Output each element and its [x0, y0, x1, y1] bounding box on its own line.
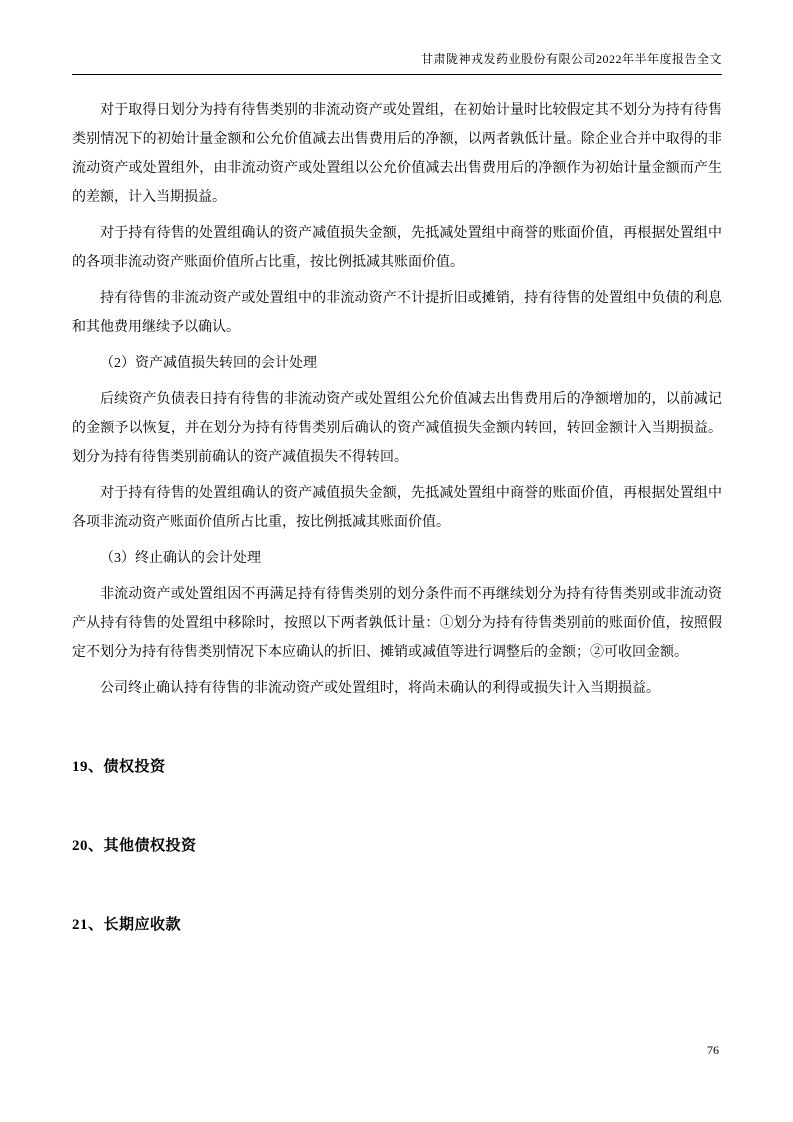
page-number: 76 [707, 1043, 719, 1057]
report-title: 甘肃陇神戎发药业股份有限公司2022年半年度报告全文 [420, 52, 722, 66]
subsection-heading: （2）资产减值损失转回的会计处理 [100, 356, 317, 371]
page-footer [707, 1043, 719, 1058]
body-paragraph: 非流动资产或处置组因不再满足持有待售类别的划分条件而不再继续划分为持有待售类别或非流动资产从持有待售的处置组中移除时，按照以下两者孰低计量：①划分为持有待售类别前的账面价值，按照假定不划分为持有待售类别情况下本应确认的折旧、摊销或减值等进行调整后的金额；②可收回金额。 [72, 587, 722, 660]
page-body [72, 96, 722, 940]
section-heading-19: 19、债权投资 [72, 759, 166, 775]
body-paragraph: 对于取得日划分为持有待售类别的非流动资产或处置组，在初始计量时比较假定其不划分为持有待售类别情况下的初始计量金额和公允价值减去出售费用后的净额，以两者孰低计量。除企业合并中取得的非流动资产或处置组外，由非流动资产或处置组以公允价值减去出售费用后的净额作为初始计量金额而产生的差额，计入当期损益。 [72, 103, 722, 205]
body-paragraph: 后续资产负债表日持有待售的非流动资产或处置组公允价值减去出售费用后的净额增加的，以前减记的金额予以恢复，并在划分为持有待售类别后确认的资产减值损失金额内转回，转回金额计入当期损益。划分为持有待售类别前确认的资产减值损失不得转回。 [72, 392, 722, 465]
subsection-heading: （3）终止确认的会计处理 [100, 551, 261, 566]
body-paragraph: 对于持有待售的处置组确认的资产减值损失金额，先抵减处置组中商誉的账面价值，再根据处置组中各项非流动资产账面价值所占比重，按比例抵减其账面价值。 [72, 486, 722, 530]
body-paragraph: 持有待售的非流动资产或处置组中的非流动资产不计提折旧或摊销，持有待售的处置组中负债的利息和其他费用继续予以确认。 [72, 291, 722, 335]
body-paragraph: 对于持有待售的处置组确认的资产减值损失金额，先抵减处置组中商誉的账面价值，再根据处置组中的各项非流动资产账面价值所占比重，按比例抵减其账面价值。 [72, 226, 722, 270]
page-header [72, 50, 722, 75]
body-paragraph: 公司终止确认持有待售的非流动资产或处置组时，将尚未确认的利得或损失计入当期损益。 [100, 681, 660, 696]
section-heading-21: 21、长期应收款 [72, 917, 182, 933]
section-heading-20: 20、其他债权投资 [72, 838, 197, 854]
